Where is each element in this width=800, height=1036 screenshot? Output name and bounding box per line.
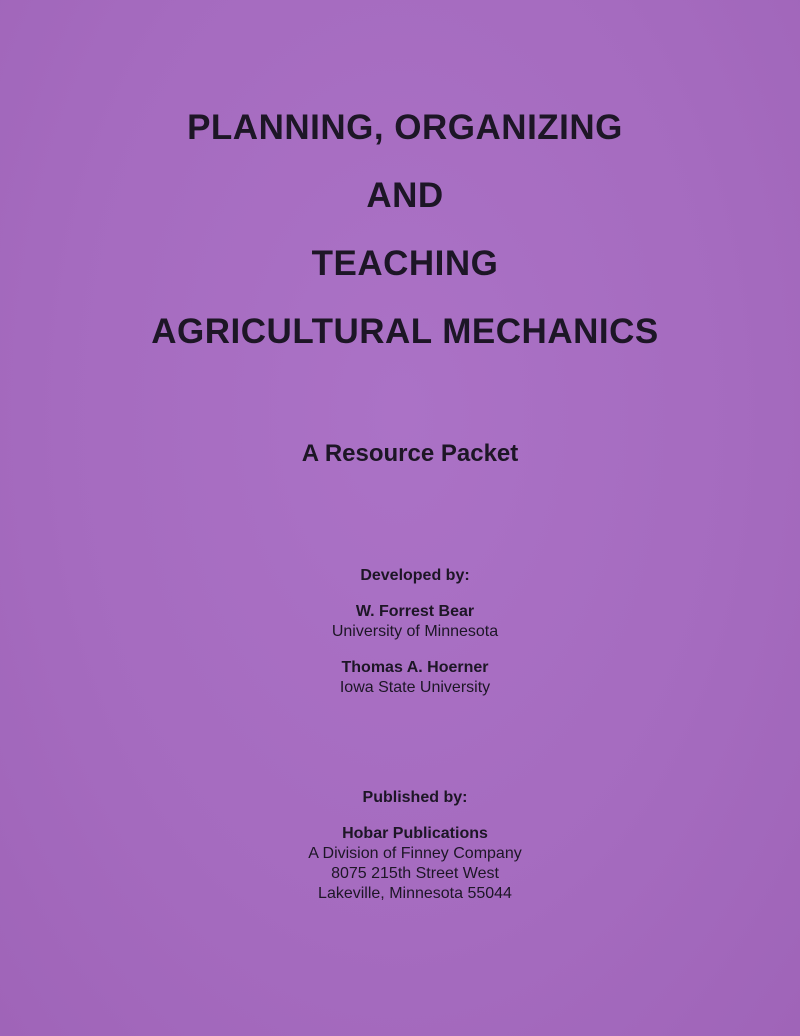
author-affiliation-1: University of Minnesota — [331, 623, 499, 640]
publisher-city: Lakeville, Minnesota 55044 — [318, 885, 512, 902]
author-affiliation-2: Iowa State University — [339, 679, 491, 696]
publisher-name: Hobar Publications — [342, 825, 488, 842]
title-line-3: TEACHING — [311, 244, 499, 283]
cover-subtitle: A Resource Packet — [301, 440, 519, 467]
publisher-division: A Division of Finney Company — [308, 845, 522, 862]
author-name-1: W. Forrest Bear — [355, 603, 475, 620]
title-line-1: PLANNING, ORGANIZING — [187, 108, 623, 147]
title-line-2: AND — [366, 176, 444, 215]
publisher-street: 8075 215th Street West — [331, 865, 499, 882]
published-by-section — [15, 788, 800, 904]
author-name-2: Thomas A. Hoerner — [341, 659, 489, 676]
published-by-heading: Published by: — [362, 789, 468, 806]
developed-by-section — [15, 566, 800, 698]
title-line-4: AGRICULTURAL MECHANICS — [151, 312, 659, 351]
developed-by-heading: Developed by: — [360, 567, 470, 584]
cover-title — [0, 110, 800, 382]
